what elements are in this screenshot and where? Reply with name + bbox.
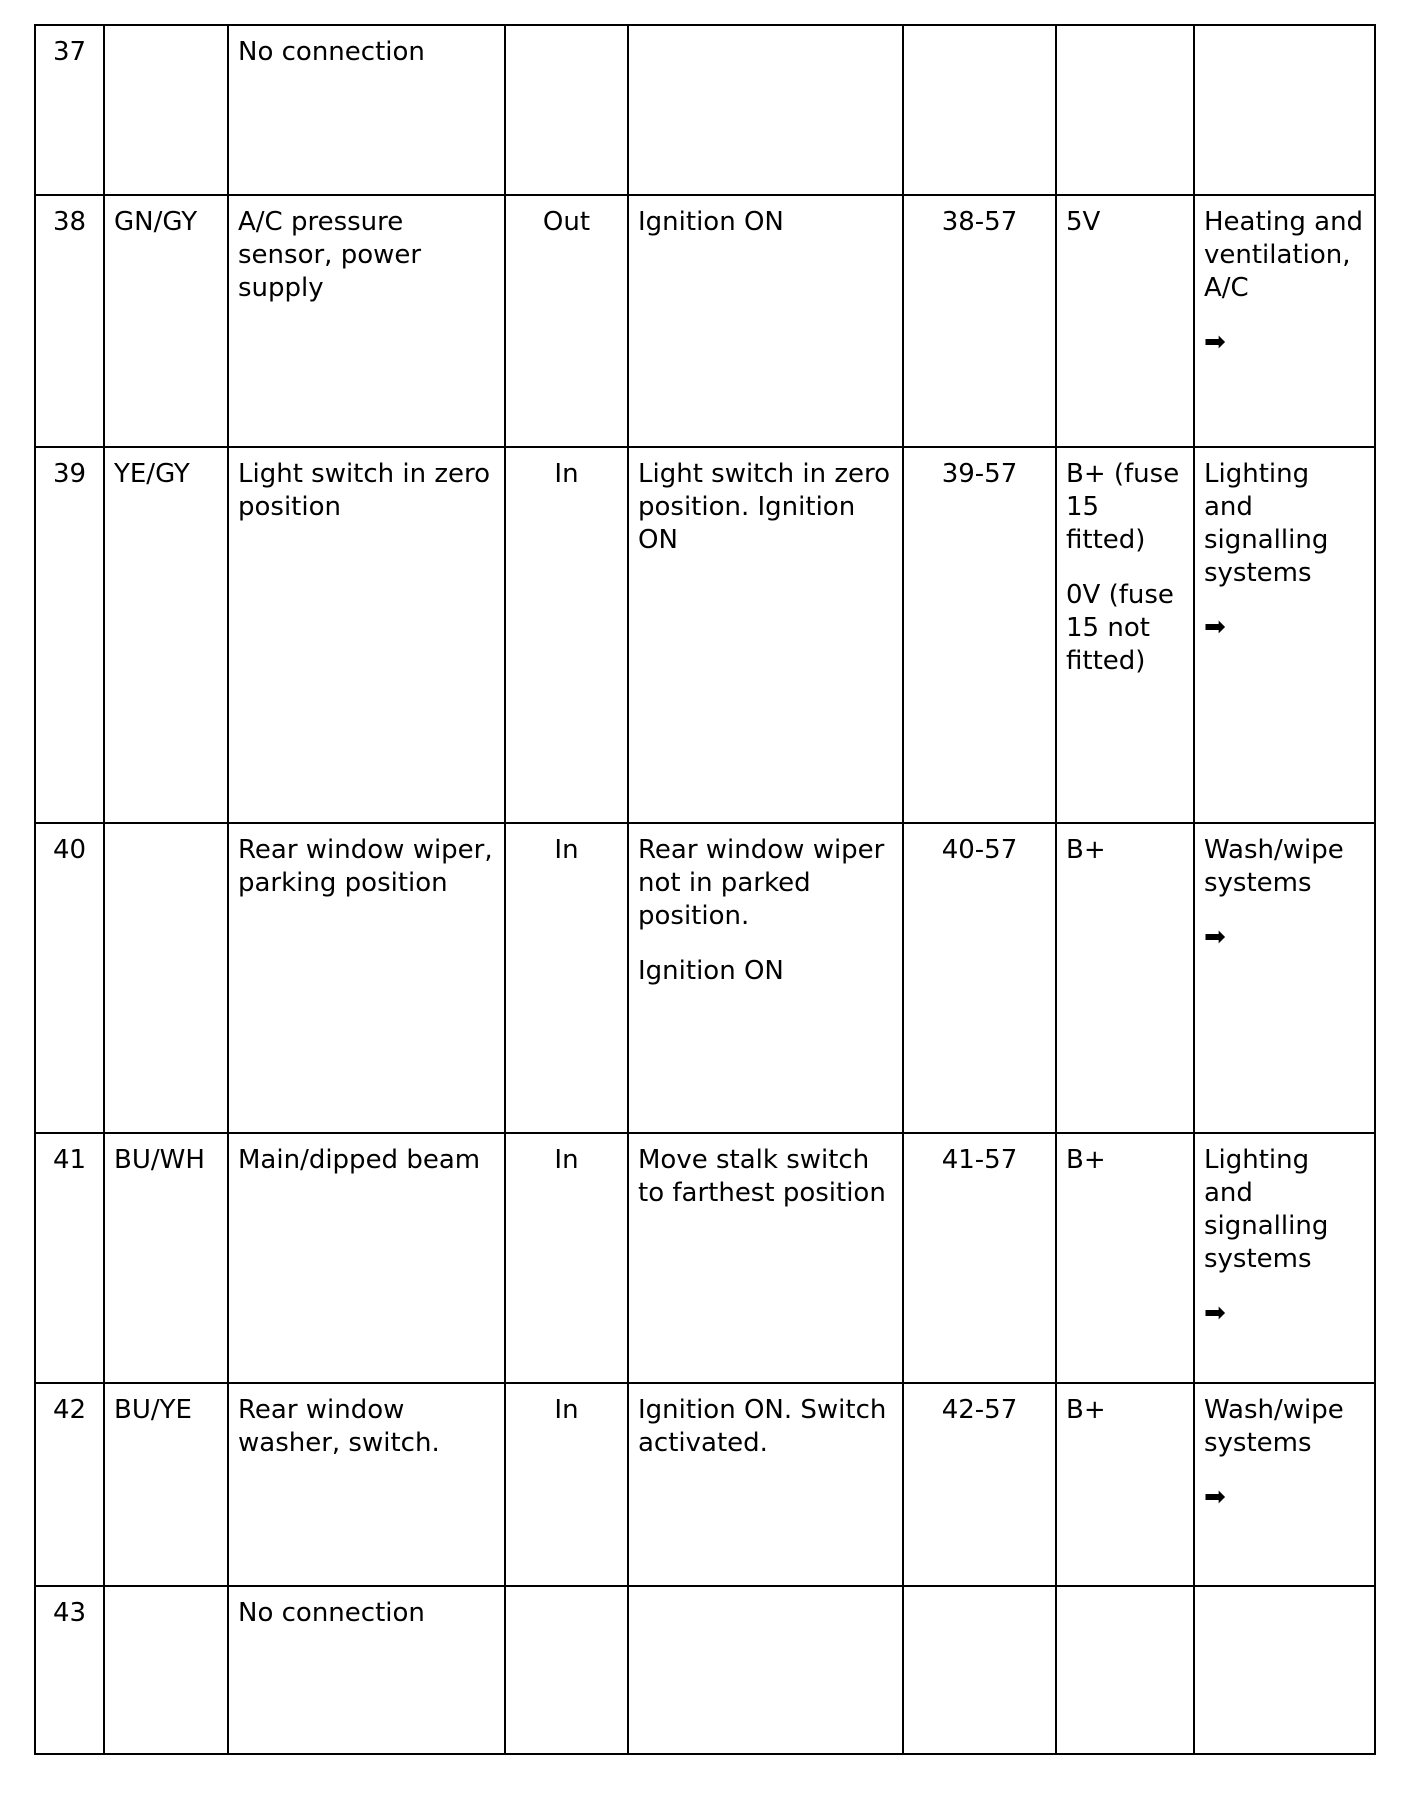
value-cell xyxy=(1056,823,1194,1133)
value-text: B+ xyxy=(1066,835,1106,865)
table-row xyxy=(35,25,1375,195)
description-cell: Rear window wiper, parking position xyxy=(228,823,505,1133)
pin-assignment-table xyxy=(34,24,1376,1755)
pin-number-cell: 37 xyxy=(35,25,104,195)
description-cell: A/C pressure sensor, power supply xyxy=(228,195,505,447)
value-text: B+ xyxy=(1066,1145,1106,1175)
pin-number-cell: 42 xyxy=(35,1383,104,1586)
wire-color-cell: BU/WH xyxy=(104,1133,228,1383)
pin-number-cell: 38 xyxy=(35,195,104,447)
direction-cell: In xyxy=(505,1383,628,1586)
system-cell xyxy=(1194,823,1375,1133)
measure-between-cell: 40-57 xyxy=(903,823,1056,1133)
value-text: B+ (fuse 15 fitted) xyxy=(1066,459,1180,555)
condition-cell xyxy=(628,823,903,1133)
value-cell xyxy=(1056,1586,1194,1754)
right-arrow-icon[interactable]: ➡ xyxy=(1204,1298,1226,1328)
system-cell xyxy=(1194,1383,1375,1586)
description-cell: Rear window washer, switch. xyxy=(228,1383,505,1586)
system-link-text[interactable]: Wash/wipe systems xyxy=(1204,1395,1344,1458)
pin-number-cell: 40 xyxy=(35,823,104,1133)
description-cell: Light switch in zero position xyxy=(228,447,505,823)
wire-color-cell xyxy=(104,823,228,1133)
direction-cell xyxy=(505,1586,628,1754)
system-link-text[interactable]: Lighting and signalling systems xyxy=(1204,459,1329,588)
system-link-text[interactable]: Wash/wipe systems xyxy=(1204,835,1344,898)
system-cell xyxy=(1194,1133,1375,1383)
system-cell xyxy=(1194,25,1375,195)
wire-color-cell xyxy=(104,25,228,195)
table-row xyxy=(35,1586,1375,1754)
table-row xyxy=(35,1383,1375,1586)
measure-between-cell xyxy=(903,1586,1056,1754)
right-arrow-icon[interactable]: ➡ xyxy=(1204,922,1226,952)
condition-cell xyxy=(628,1133,903,1383)
condition-text: Light switch in zero position. Ignition ON xyxy=(638,459,891,555)
condition-text: Move stalk switch to farthest position xyxy=(638,1145,886,1208)
value-cell xyxy=(1056,25,1194,195)
value-text: B+ xyxy=(1066,1395,1106,1425)
right-arrow-icon[interactable]: ➡ xyxy=(1204,1482,1226,1512)
system-cell xyxy=(1194,1586,1375,1754)
condition-text: Ignition ON xyxy=(638,207,784,237)
condition-text: Ignition ON. Switch activated. xyxy=(638,1395,887,1458)
direction-cell: In xyxy=(505,447,628,823)
measure-between-cell: 41-57 xyxy=(903,1133,1056,1383)
condition-cell xyxy=(628,1586,903,1754)
value-cell xyxy=(1056,447,1194,823)
pin-number-cell: 39 xyxy=(35,447,104,823)
description-cell: Main/dipped beam xyxy=(228,1133,505,1383)
direction-cell: In xyxy=(505,823,628,1133)
wire-color-cell xyxy=(104,1586,228,1754)
value-cell xyxy=(1056,1383,1194,1586)
system-link-text[interactable]: Lighting and signalling systems xyxy=(1204,1145,1329,1274)
condition-cell xyxy=(628,195,903,447)
measure-between-cell: 38-57 xyxy=(903,195,1056,447)
condition-text: Rear window wiper not in parked position. xyxy=(638,835,885,931)
value-cell xyxy=(1056,1133,1194,1383)
table-row xyxy=(35,447,1375,823)
condition-cell xyxy=(628,1383,903,1586)
table-row xyxy=(35,823,1375,1133)
direction-cell xyxy=(505,25,628,195)
table-body xyxy=(35,25,1375,1754)
system-link-text[interactable]: Heating and ventilation, A/C xyxy=(1204,207,1364,303)
pin-number-cell: 41 xyxy=(35,1133,104,1383)
right-arrow-icon[interactable]: ➡ xyxy=(1204,327,1226,357)
direction-cell: Out xyxy=(505,195,628,447)
wire-color-cell: YE/GY xyxy=(104,447,228,823)
system-cell xyxy=(1194,447,1375,823)
description-cell: No connection xyxy=(228,1586,505,1754)
measure-between-cell: 42-57 xyxy=(903,1383,1056,1586)
wire-color-cell: GN/GY xyxy=(104,195,228,447)
table-row xyxy=(35,1133,1375,1383)
right-arrow-icon[interactable]: ➡ xyxy=(1204,612,1226,642)
value-text: 5V xyxy=(1066,207,1101,237)
measure-between-cell: 39-57 xyxy=(903,447,1056,823)
value-text: 0V (fuse 15 not fitted) xyxy=(1066,580,1174,676)
pin-number-cell: 43 xyxy=(35,1586,104,1754)
description-cell: No connection xyxy=(228,25,505,195)
condition-text: Ignition ON xyxy=(638,956,784,986)
wire-color-cell: BU/YE xyxy=(104,1383,228,1586)
measure-between-cell xyxy=(903,25,1056,195)
value-cell xyxy=(1056,195,1194,447)
direction-cell: In xyxy=(505,1133,628,1383)
condition-cell xyxy=(628,25,903,195)
table-row xyxy=(35,195,1375,447)
condition-cell xyxy=(628,447,903,823)
system-cell xyxy=(1194,195,1375,447)
